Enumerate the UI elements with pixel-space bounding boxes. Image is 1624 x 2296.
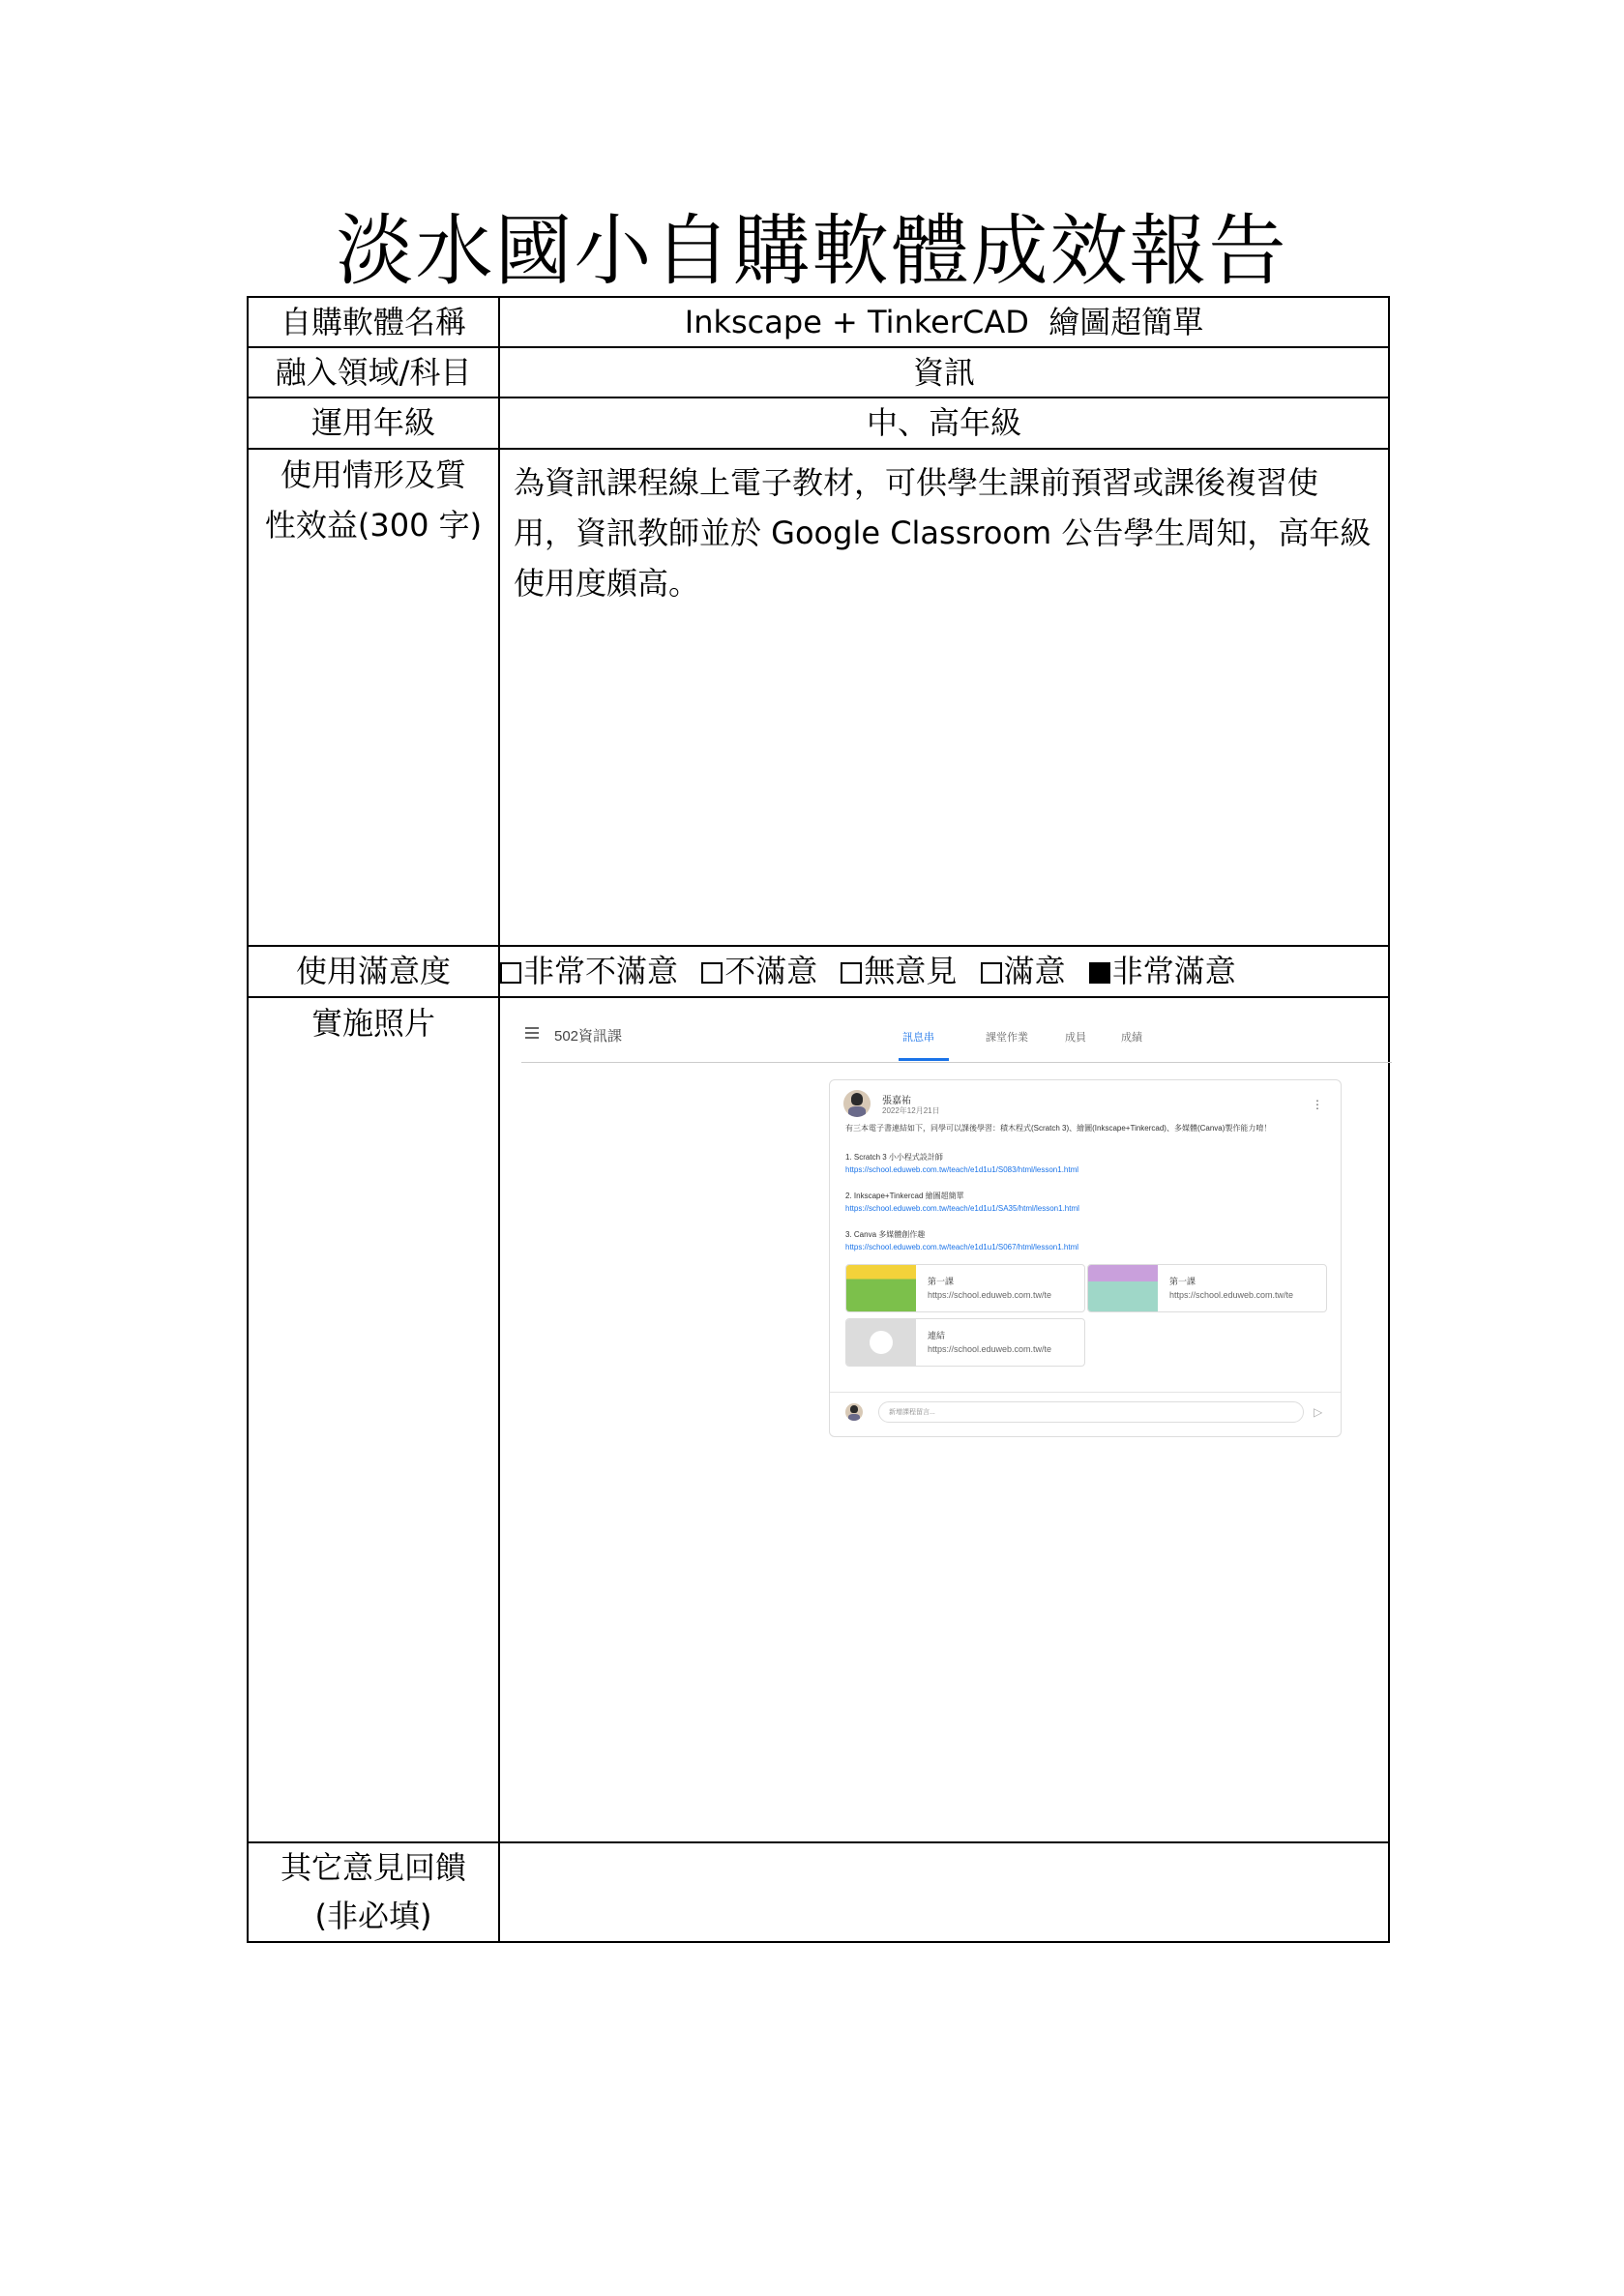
row-usage [248,449,1389,946]
usage-label-line1: 使用情形及質 [280,456,466,493]
software-label: 自購軟體名稱 [248,297,499,347]
classroom-header [521,1012,1392,1063]
post-item-title: 2. Inkscape+Tinkercad 繪圖超簡單 [845,1192,964,1200]
row-photo [248,997,1389,1842]
satisfaction-option[interactable] [841,953,957,989]
checked-box-icon [1089,962,1110,984]
row-software [248,297,1389,347]
tab-classwork[interactable]: 課堂作業 [986,1032,1028,1044]
post-author: 張嘉祐 [882,1096,911,1106]
post-item-title: 1. Scratch 3 小小程式設計師 [845,1153,943,1162]
tab-stream[interactable]: 訊息串 [902,1032,934,1044]
post-item-link[interactable]: https://school.eduweb.com.tw/teach/e1d1u1/S083/html/lesson1.html [845,1165,1079,1174]
tab-grades[interactable]: 成績 [1121,1032,1142,1044]
option-label: 非常滿意 [1111,953,1236,989]
grade-label: 運用年級 [248,397,499,449]
post-item-title: 3. Canva 多媒體創作趣 [845,1230,926,1239]
satisfaction-option[interactable] [981,953,1066,989]
option-label: 無意見 [864,953,958,989]
attachment-card[interactable] [845,1318,1085,1367]
subject-value: 資訊 [499,347,1389,397]
usage-label [248,449,499,946]
option-label: 不滿意 [724,953,818,989]
avatar [845,1403,863,1421]
photo-label: 實施照片 [248,997,499,1842]
photo-cell [499,997,1389,1842]
attachment-title: 第一課 [1169,1277,1196,1286]
post-card [829,1079,1342,1437]
attachment-url: https://school.eduweb.com.tw/te [928,1290,1052,1300]
option-label: 滿意 [1003,953,1066,989]
attachment-url: https://school.eduweb.com.tw/te [928,1344,1052,1354]
tab-people[interactable]: 成員 [1065,1032,1086,1044]
grade-value: 中、高年級 [499,397,1389,449]
active-tab-indicator [899,1058,949,1061]
avatar [843,1090,871,1117]
checkbox-icon [500,962,521,984]
comment-input[interactable]: 新增課程留言... [878,1401,1304,1423]
row-feedback [248,1842,1389,1942]
more-options-icon[interactable]: ⋮ [1312,1098,1323,1111]
send-icon[interactable]: ▷ [1314,1405,1323,1419]
classroom-screenshot [521,1012,1392,1457]
attachment-card[interactable] [845,1264,1085,1312]
attachment-card[interactable] [1087,1264,1327,1312]
feedback-label-line1: 其它意見回饋 [280,1849,466,1886]
menu-icon[interactable] [525,1027,539,1039]
satisfaction-options [499,946,1389,997]
checkbox-icon [841,962,862,984]
option-label: 非常不滿意 [523,953,679,989]
page-title: 淡水國小自購軟體成效報告 [336,206,1288,296]
divider [830,1392,1341,1393]
attachment-thumbnail [846,1265,916,1311]
feedback-label [248,1842,499,1942]
report-table [247,296,1390,1943]
attachment-title: 第一課 [928,1277,955,1286]
row-grade [248,397,1389,449]
usage-label-line2: 性效益(300 字) [264,507,483,544]
feedback-value[interactable] [499,1842,1389,1942]
subject-label: 融入領域/科目 [248,347,499,397]
row-subject [248,347,1389,397]
globe-icon [870,1331,893,1354]
row-satisfaction [248,946,1389,997]
attachment-thumbnail [846,1319,916,1366]
usage-cell [499,449,1389,946]
post-item-link[interactable]: https://school.eduweb.com.tw/teach/e1d1u1/SA35/html/lesson1.html [845,1204,1079,1213]
course-name[interactable]: 502資訊課 [554,1028,623,1045]
checkbox-icon [701,962,723,984]
feedback-label-line2: (非必填) [314,1898,432,1934]
usage-text: 為資訊課程線上電子教材，可供學生課前預習或課後複習使用，資訊教師並於 Google Classroom 公告學生周知，高年級使用度頗高。 [514,464,1372,602]
satisfaction-option[interactable] [500,953,678,989]
post-intro: 有三本電子書連結如下，同學可以課後學習：積木程式(Scratch 3)、繪圖(Inkscape+Tinkercad)、多媒體(Canva)製作能力唷！ [845,1124,1272,1133]
post-date: 2022年12月21日 [882,1106,940,1115]
attachment-thumbnail [1088,1265,1158,1311]
attachment-url: https://school.eduweb.com.tw/te [1169,1290,1294,1300]
software-value: Inkscape + TinkerCAD 繪圖超簡單 [499,297,1389,347]
satisfaction-label: 使用滿意度 [248,946,499,997]
satisfaction-option-selected[interactable] [1089,953,1236,989]
attachment-title: 連結 [928,1331,946,1340]
satisfaction-option[interactable] [701,953,817,989]
post-item-link[interactable]: https://school.eduweb.com.tw/teach/e1d1u1/S067/html/lesson1.html [845,1243,1079,1251]
checkbox-icon [981,962,1002,984]
